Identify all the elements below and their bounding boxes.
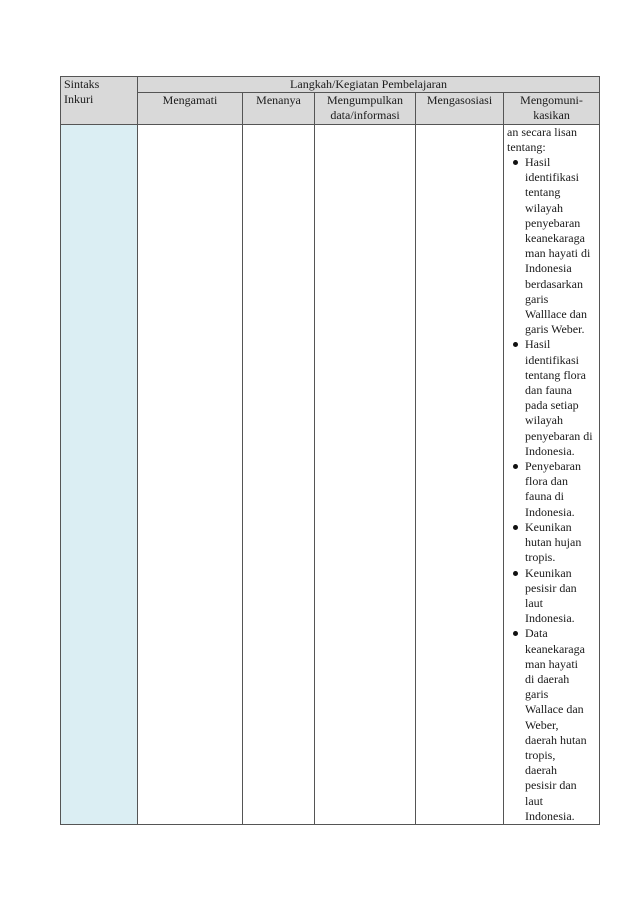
column-header-communicate: Mengomuni- kasikan [504, 93, 600, 124]
column-header-row [61, 93, 600, 124]
syntax-cell [61, 124, 138, 824]
communicate-list [507, 155, 596, 824]
list-item: Data keanekaraga man hayati di daerah garis Wallace dan Weber, daerah hutan tropis, daerah pesisir dan laut Indonesia. [507, 626, 596, 824]
table-header-row [61, 77, 600, 93]
column-header-ask: Menanya [243, 93, 315, 124]
lesson-steps-table [60, 76, 600, 825]
ask-cell [243, 124, 315, 824]
column-header-collect-data: Mengumpulkan data/informasi [315, 93, 416, 124]
communicate-intro: an secara lisan tentang: [507, 124, 577, 154]
list-item: Keunikan pesisir dan laut Indonesia. [507, 566, 596, 627]
communicate-cell [504, 124, 600, 824]
list-item: Penyebaran flora dan fauna di Indonesia. [507, 459, 596, 520]
table-body-row [61, 124, 600, 824]
collect-data-cell [315, 124, 416, 824]
learning-steps-header: Langkah/Kegiatan Pembelajaran [138, 77, 600, 93]
list-item: Hasil identifikasi tentang flora dan fauna pada setiap wilayah penyebaran di Indonesia. [507, 337, 596, 459]
column-header-observe: Mengamati [138, 93, 243, 124]
list-item: Hasil identifikasi tentang wilayah penyebaran keanekaraga man hayati di Indonesia berdasarkan garis Walllace dan garis Weber. [507, 155, 596, 337]
column-header-associate: Mengasosiasi [416, 93, 504, 124]
associate-cell [416, 124, 504, 824]
list-item: Keunikan hutan hujan tropis. [507, 520, 596, 566]
observe-cell [138, 124, 243, 824]
syntax-header-cell: Sintaks Inkuri [61, 77, 138, 125]
